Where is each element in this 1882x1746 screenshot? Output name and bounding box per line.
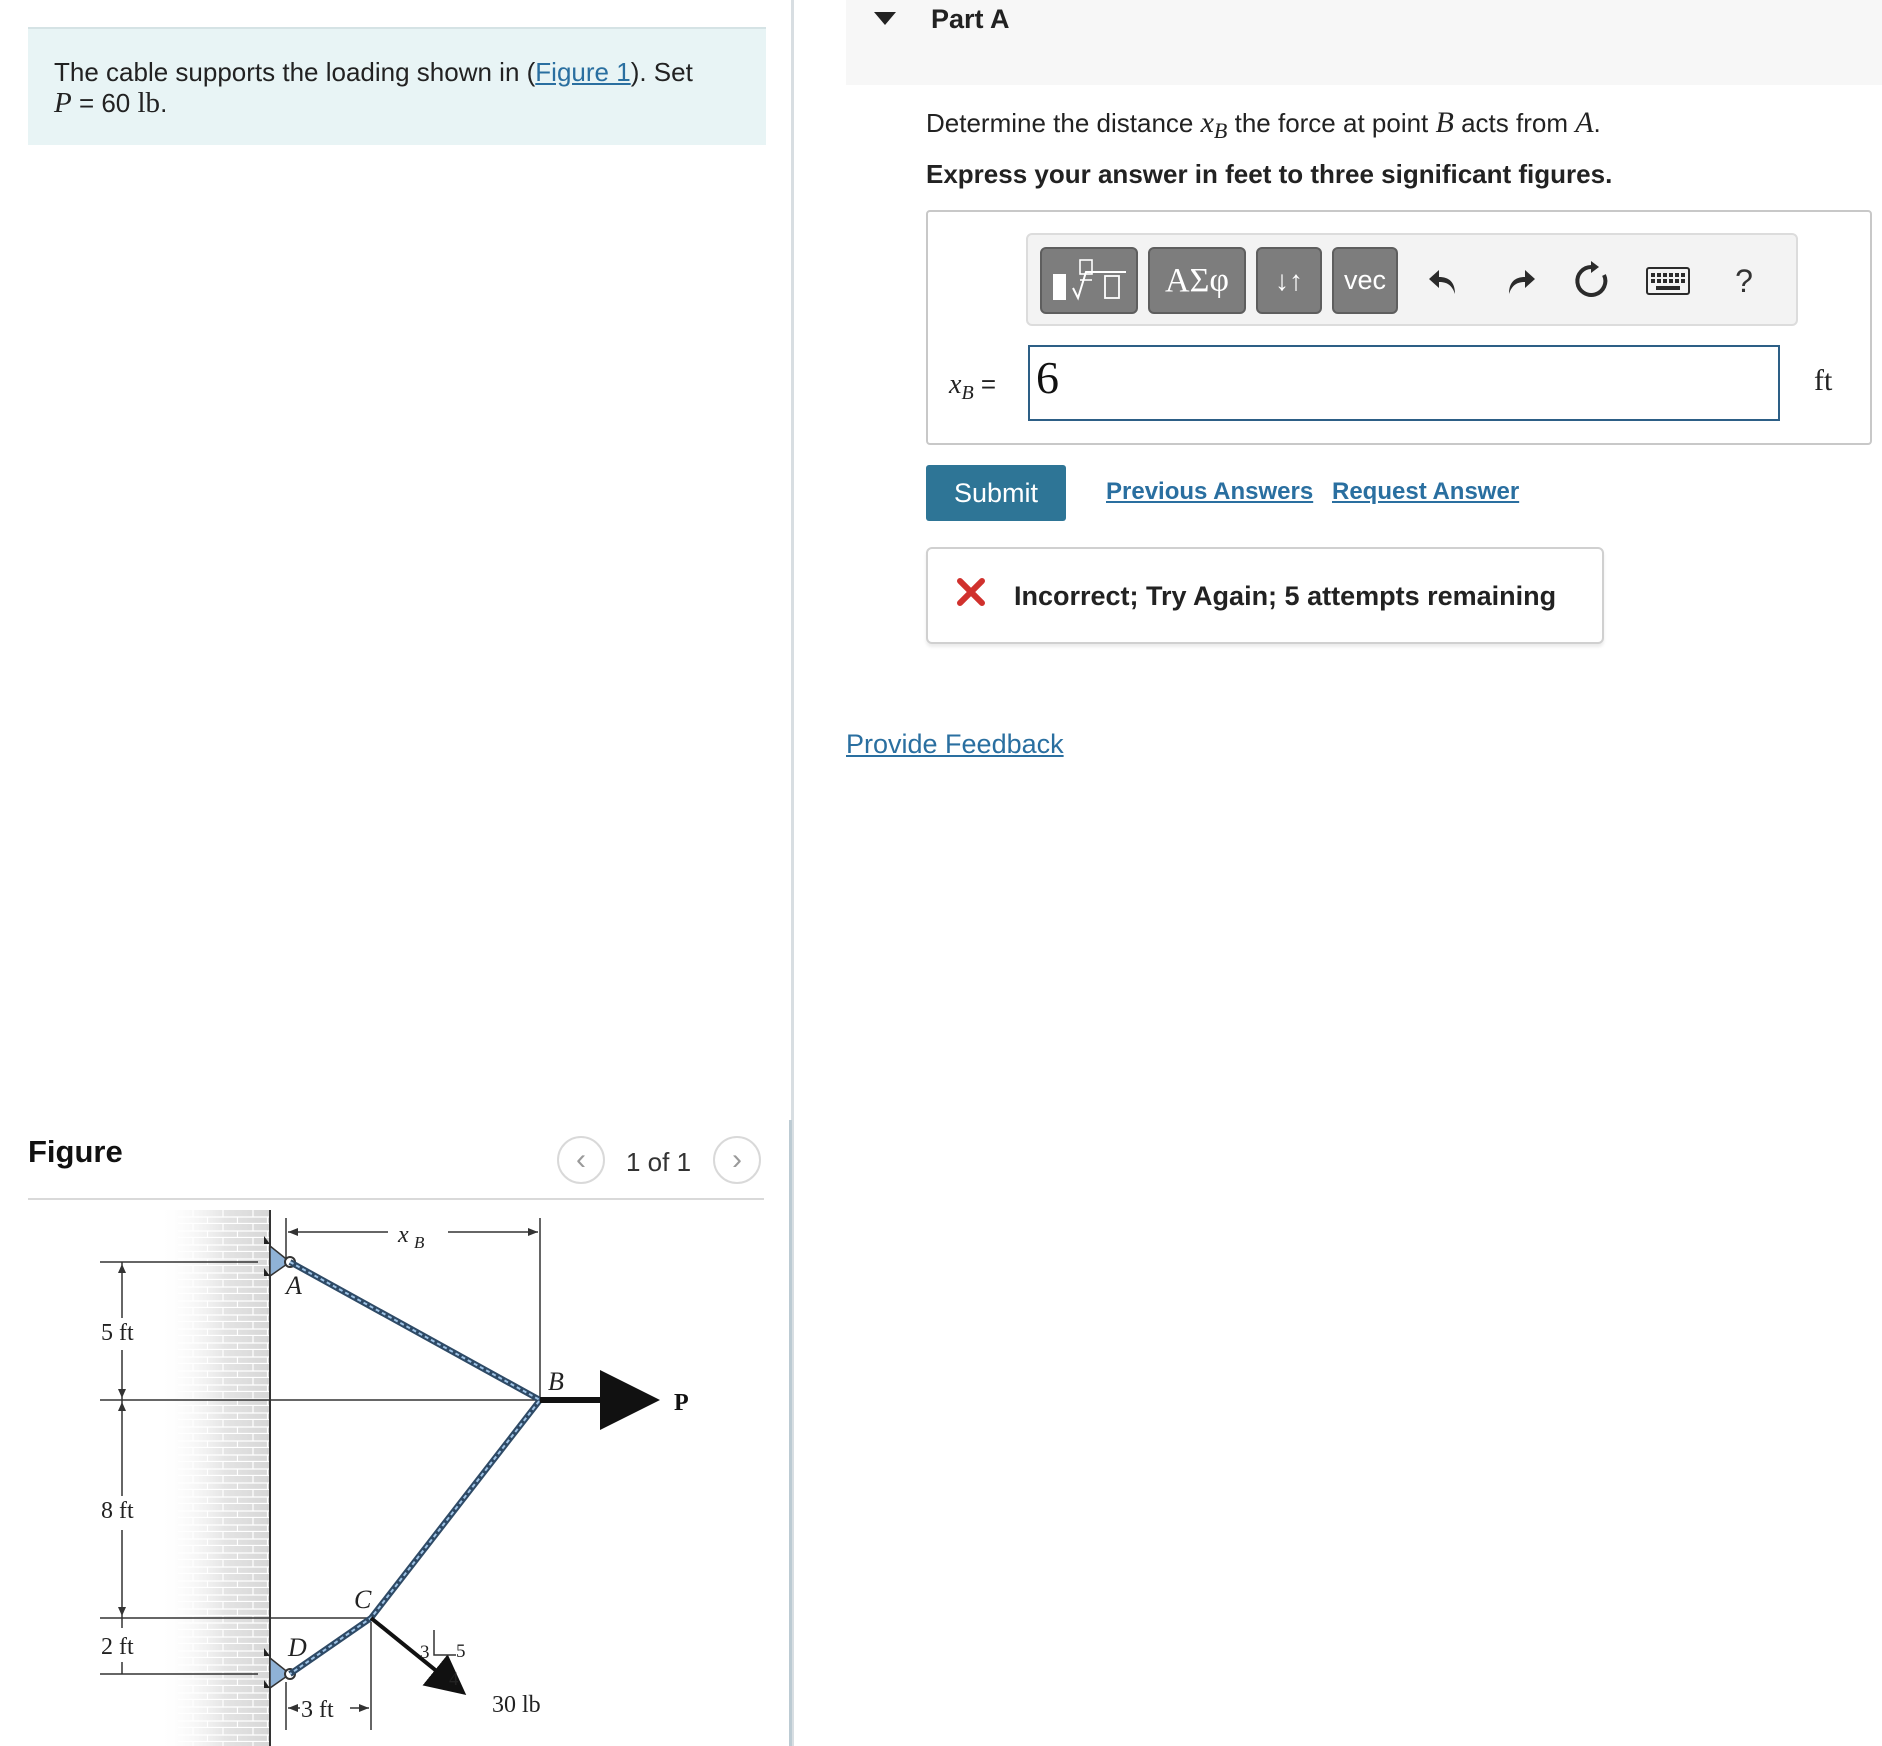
greek-symbols-button[interactable] bbox=[1148, 247, 1246, 314]
help-icon: ? bbox=[1735, 262, 1753, 299]
label-d: D bbox=[288, 1633, 307, 1662]
figure-1-link[interactable]: Figure 1 bbox=[535, 57, 631, 87]
help-button[interactable] bbox=[1718, 251, 1770, 311]
cable bbox=[290, 1262, 540, 1674]
problem-statement bbox=[28, 27, 766, 145]
label-3ft: 3 ft bbox=[301, 1697, 334, 1723]
label-a: A bbox=[286, 1271, 302, 1300]
column-divider-accent bbox=[789, 1120, 792, 1746]
request-answer-link[interactable]: Request Answer bbox=[1332, 478, 1520, 505]
reset-button[interactable] bbox=[1566, 251, 1618, 311]
submit-button[interactable]: Submit bbox=[926, 465, 1066, 521]
label-5ft: 5 ft bbox=[101, 1320, 134, 1346]
question-part: Determine the distance bbox=[926, 108, 1201, 138]
figure-prev-button[interactable] bbox=[557, 1136, 605, 1184]
label-xb-sub: B bbox=[414, 1233, 425, 1252]
label-slope-3: 3 bbox=[420, 1642, 430, 1663]
answer-variable-label bbox=[949, 369, 996, 405]
figure-pager-count: 1 of 1 bbox=[626, 1147, 692, 1177]
part-title[interactable]: Part A bbox=[931, 4, 1010, 34]
greek-symbols-label: ΑΣφ bbox=[1165, 261, 1229, 299]
undo-icon bbox=[1427, 264, 1461, 298]
reset-icon bbox=[1572, 261, 1612, 301]
label-2ft: 2 ft bbox=[101, 1634, 134, 1660]
problem-text-part: ). Set bbox=[630, 57, 693, 87]
vec-label: vec bbox=[1343, 265, 1387, 295]
load-arrow bbox=[371, 1618, 460, 1690]
label-slope-4: 4 bbox=[449, 1669, 459, 1690]
error-x-icon bbox=[956, 577, 986, 607]
question-var-sub: B bbox=[1213, 118, 1228, 144]
previous-answers-link[interactable]: Previous Answers bbox=[1106, 478, 1314, 505]
answer-instruction: Express your answer in feet to three significant figures. bbox=[926, 159, 1613, 189]
question-part: acts from bbox=[1453, 108, 1576, 138]
chevron-right-icon: › bbox=[732, 1143, 742, 1176]
question-point-b: B bbox=[1435, 106, 1454, 139]
figure-divider bbox=[28, 1198, 764, 1200]
feedback-text: Incorrect; Try Again; 5 attempts remaining bbox=[1014, 581, 1557, 611]
chevron-left-icon: ‹ bbox=[576, 1143, 586, 1176]
label-b: B bbox=[548, 1367, 564, 1396]
question-var: x bbox=[1200, 106, 1214, 139]
cable-figure bbox=[28, 1210, 728, 1746]
arrows-icon: ↓↑ bbox=[1275, 264, 1303, 296]
question-part: . bbox=[1593, 108, 1601, 138]
fraction-sqrt-icon bbox=[1047, 256, 1131, 306]
vec-button[interactable] bbox=[1332, 247, 1398, 314]
collapse-caret-icon[interactable] bbox=[874, 12, 896, 25]
label-slope-5: 5 bbox=[456, 1641, 466, 1662]
question-text bbox=[926, 106, 1601, 144]
keyboard-button[interactable] bbox=[1638, 251, 1698, 311]
label-p: P bbox=[674, 1390, 689, 1416]
slope-triangle bbox=[420, 1630, 466, 1690]
answer-equals: = bbox=[973, 369, 997, 399]
answer-var: x bbox=[949, 369, 962, 400]
question-point-a: A bbox=[1575, 106, 1594, 139]
label-30lb: 30 lb bbox=[492, 1692, 541, 1718]
label-xb: x bbox=[398, 1222, 409, 1248]
problem-text bbox=[54, 57, 693, 119]
redo-button[interactable] bbox=[1494, 251, 1546, 311]
keyboard-icon bbox=[1646, 267, 1690, 295]
figure-next-button[interactable] bbox=[713, 1136, 761, 1184]
provide-feedback-link[interactable]: Provide Feedback bbox=[846, 729, 1064, 759]
redo-icon bbox=[1503, 264, 1537, 298]
answer-unit: ft bbox=[1814, 364, 1833, 397]
brick-wall bbox=[158, 1210, 270, 1746]
dimension-xb bbox=[286, 1218, 540, 1400]
p-unit: lb bbox=[137, 87, 161, 119]
answer-input[interactable]: 6 bbox=[1028, 345, 1780, 421]
math-toolbar bbox=[1026, 233, 1798, 326]
figure-title: Figure bbox=[28, 1134, 123, 1169]
problem-text-part: The cable supports the loading shown in ( bbox=[54, 57, 536, 87]
p-equals: = 60 bbox=[71, 88, 138, 118]
answer-var-sub: B bbox=[961, 382, 974, 405]
undo-button[interactable] bbox=[1418, 251, 1470, 311]
arrows-button[interactable] bbox=[1256, 247, 1322, 314]
label-c: C bbox=[354, 1585, 372, 1614]
p-period: . bbox=[160, 88, 168, 118]
label-8ft: 8 ft bbox=[101, 1498, 134, 1524]
question-part: the force at point bbox=[1227, 108, 1436, 138]
templates-button[interactable] bbox=[1040, 247, 1138, 314]
feedback-message-box bbox=[926, 547, 1604, 644]
p-variable: P bbox=[54, 87, 72, 119]
